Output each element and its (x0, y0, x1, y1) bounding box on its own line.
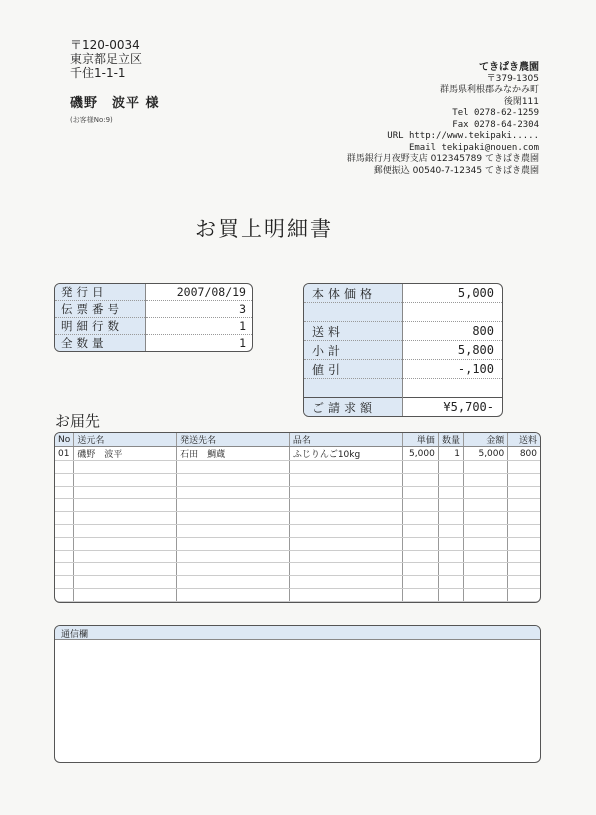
cell-ship: 800 (508, 447, 540, 461)
sender-address-line1: 群馬県利根郡みなかみ町 (439, 85, 539, 95)
empty-cell (463, 537, 507, 550)
col-header-unit: 単価 (402, 433, 438, 447)
empty-cell (177, 563, 290, 576)
cell-product: ふじりんご10kg (289, 447, 402, 461)
empty-cell (402, 576, 438, 589)
empty-cell (463, 563, 507, 576)
info-value: 1 (239, 336, 246, 350)
empty-cell (438, 537, 463, 550)
empty-cell (74, 512, 177, 525)
price-row (304, 341, 502, 360)
empty-cell (177, 499, 290, 512)
info-label: 全数量 (55, 335, 146, 352)
price-value (403, 303, 503, 322)
sender-url: URL http://www.tekipaki..... (387, 131, 539, 141)
empty-cell (508, 499, 540, 512)
issue-info-box (54, 283, 253, 352)
empty-cell (508, 461, 540, 474)
empty-cell (177, 588, 290, 601)
sender-bank: 群馬銀行月夜野支店 012345789 てきぱき農園 (346, 154, 539, 164)
delivery-section-title: お届先 (55, 412, 101, 430)
cell-unit: 5,000 (402, 447, 438, 461)
empty-cell (463, 576, 507, 589)
empty-cell (177, 461, 290, 474)
items-table-box (54, 432, 541, 603)
empty-cell (55, 499, 74, 512)
empty-cell (438, 588, 463, 601)
empty-cell (74, 537, 177, 550)
price-summary-box (303, 283, 503, 417)
customer-number: (お客様No:9) (70, 116, 113, 124)
table-row-empty (55, 499, 540, 512)
sender-postal: 〒379-1305 (486, 73, 539, 84)
recipient-address-line2: 千住1-1-1 (70, 66, 126, 80)
empty-cell (289, 486, 402, 499)
sender-block (347, 62, 539, 177)
price-value (403, 379, 503, 398)
total-label: ご請求額 (304, 398, 403, 417)
empty-cell (402, 524, 438, 537)
col-header-amount: 金額 (463, 433, 507, 447)
table-row-empty (55, 512, 540, 525)
price-row (304, 322, 502, 341)
price-label (304, 379, 403, 398)
price-label (304, 303, 403, 322)
sender-name: てきぱき農園 (479, 62, 539, 73)
cell-qty: 1 (438, 447, 463, 461)
empty-cell (177, 486, 290, 499)
recipient-address (70, 38, 142, 80)
empty-cell (508, 473, 540, 486)
empty-cell (177, 537, 290, 550)
empty-cell (289, 550, 402, 563)
price-label: 本体価格 (304, 284, 403, 303)
empty-cell (177, 576, 290, 589)
empty-cell (289, 537, 402, 550)
empty-cell (402, 461, 438, 474)
empty-cell (74, 461, 177, 474)
empty-cell (438, 576, 463, 589)
price-row (304, 303, 502, 322)
price-row (304, 360, 502, 379)
info-value: 1 (146, 318, 253, 335)
info-label: 明細行数 (55, 318, 146, 335)
empty-cell (402, 588, 438, 601)
table-row-empty (55, 524, 540, 537)
empty-cell (289, 563, 402, 576)
empty-cell (177, 550, 290, 563)
col-header-product: 品名 (289, 433, 402, 447)
empty-cell (508, 486, 540, 499)
col-header-dest: 発送先名 (177, 433, 290, 447)
empty-cell (289, 512, 402, 525)
empty-cell (55, 524, 74, 537)
items-table (55, 433, 540, 602)
sender-postal-transfer: 郵便振込 00540-7-12345 てきぱき農園 (373, 165, 539, 176)
empty-cell (438, 512, 463, 525)
info-row (55, 335, 252, 352)
empty-cell (463, 588, 507, 601)
empty-cell (74, 563, 177, 576)
empty-cell (402, 499, 438, 512)
empty-cell (55, 563, 74, 576)
price-total-row (304, 398, 502, 417)
empty-cell (438, 499, 463, 512)
sender-email: Email tekipaki@nouen.com (408, 142, 539, 153)
price-value: 5,000 (403, 284, 503, 303)
empty-cell (74, 486, 177, 499)
price-label: 小計 (304, 341, 403, 360)
empty-cell (74, 588, 177, 601)
empty-cell (55, 537, 74, 550)
info-value: 2007/08/19 (146, 284, 253, 301)
empty-cell (55, 473, 74, 486)
price-label: 値引 (304, 360, 403, 379)
empty-cell (508, 576, 540, 589)
empty-cell (463, 486, 507, 499)
empty-cell (289, 576, 402, 589)
empty-cell (289, 499, 402, 512)
recipient-name: 磯野 波平 様 (70, 96, 160, 111)
empty-cell (438, 524, 463, 537)
info-row (55, 318, 252, 335)
table-row-empty (55, 537, 540, 550)
table-row-empty (55, 473, 540, 486)
cell-amount: 5,000 (463, 447, 507, 461)
empty-cell (508, 537, 540, 550)
empty-cell (438, 461, 463, 474)
table-row-empty (55, 588, 540, 601)
empty-cell (177, 512, 290, 525)
empty-cell (463, 499, 507, 512)
col-header-sender: 送元名 (74, 433, 177, 447)
empty-cell (508, 524, 540, 537)
empty-cell (438, 473, 463, 486)
memo-label: 通信欄 (55, 626, 540, 640)
cell-no: 01 (55, 447, 74, 461)
empty-cell (289, 588, 402, 601)
empty-cell (508, 512, 540, 525)
price-row (304, 379, 502, 398)
empty-cell (74, 576, 177, 589)
cell-dest: 石田 鯛蔵 (177, 447, 290, 461)
col-header-qty: 数量 (438, 433, 463, 447)
table-row-empty (55, 486, 540, 499)
empty-cell (463, 550, 507, 563)
empty-cell (438, 550, 463, 563)
empty-cell (402, 563, 438, 576)
table-row (55, 447, 540, 461)
empty-cell (74, 550, 177, 563)
price-value: 5,800 (403, 341, 503, 360)
info-value: 3 (146, 301, 253, 318)
memo-box (54, 625, 541, 763)
empty-cell (508, 588, 540, 601)
info-label: 発行日 (55, 284, 146, 301)
recipient-postal: 〒120-0034 (70, 38, 140, 52)
empty-cell (289, 461, 402, 474)
empty-cell (402, 550, 438, 563)
info-row (55, 301, 252, 318)
col-header-no: No (55, 433, 74, 447)
empty-cell (463, 512, 507, 525)
empty-cell (55, 588, 74, 601)
items-header-row (55, 433, 540, 447)
empty-cell (463, 461, 507, 474)
sender-tel: Tel 0278-62-1259 (452, 108, 539, 118)
empty-cell (55, 461, 74, 474)
sender-fax: Fax 0278-64-2304 (452, 119, 539, 130)
price-label: 送料 (304, 322, 403, 341)
empty-cell (177, 524, 290, 537)
empty-cell (402, 486, 438, 499)
empty-cell (177, 473, 290, 486)
col-header-ship: 送料 (508, 433, 540, 447)
empty-cell (55, 576, 74, 589)
info-label: 伝票番号 (55, 301, 146, 318)
empty-cell (402, 537, 438, 550)
price-value: 800 (403, 322, 503, 341)
empty-cell (55, 486, 74, 499)
empty-cell (55, 550, 74, 563)
empty-cell (74, 473, 177, 486)
cell-sender: 磯野 波平 (74, 447, 177, 461)
empty-cell (74, 524, 177, 537)
price-row (304, 284, 502, 303)
empty-cell (289, 473, 402, 486)
price-value: -,100 (403, 360, 503, 379)
table-row-empty (55, 576, 540, 589)
empty-cell (289, 524, 402, 537)
table-row-empty (55, 461, 540, 474)
empty-cell (402, 473, 438, 486)
empty-cell (402, 512, 438, 525)
total-value: ¥5,700- (403, 398, 503, 417)
info-row (55, 284, 252, 301)
recipient-address-line1: 東京都足立区 (70, 52, 143, 66)
empty-cell (463, 524, 507, 537)
empty-cell (508, 563, 540, 576)
document-title: お買上明細書 (195, 217, 333, 241)
table-row-empty (55, 563, 540, 576)
table-row-empty (55, 550, 540, 563)
sender-address-line2: 後閑111 (503, 96, 539, 107)
empty-cell (74, 499, 177, 512)
empty-cell (55, 512, 74, 525)
empty-cell (438, 486, 463, 499)
empty-cell (463, 473, 507, 486)
empty-cell (508, 550, 540, 563)
empty-cell (438, 563, 463, 576)
